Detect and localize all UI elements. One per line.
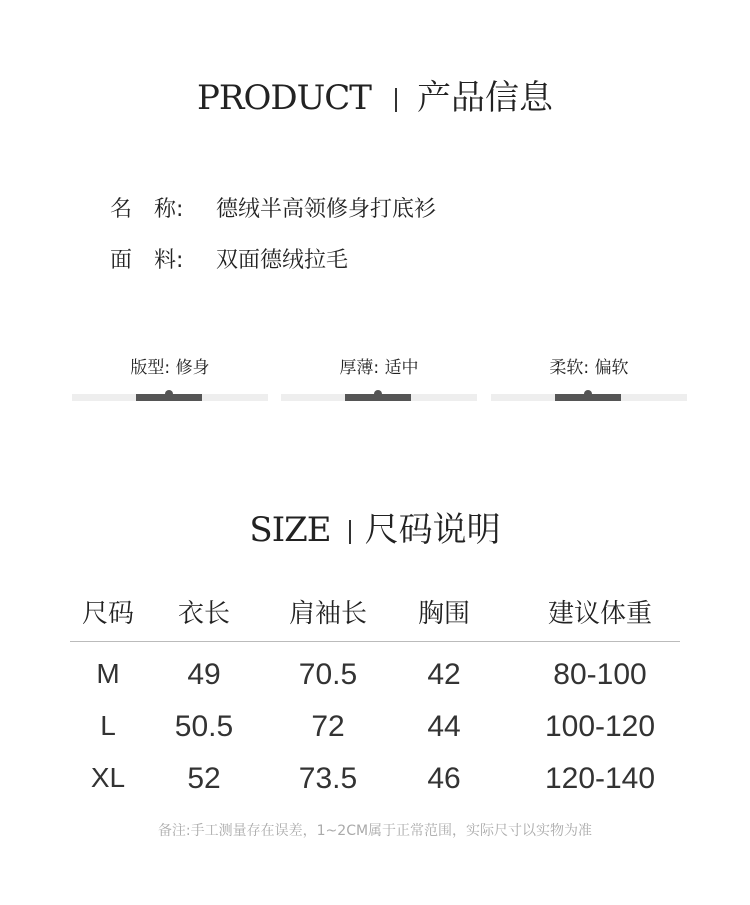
name-value: 德绒半高领修身打底衫 <box>216 197 437 222</box>
attribute-thickness-label: 厚薄: <box>339 358 380 378</box>
attribute-softness-value: 偏软 <box>594 358 629 378</box>
header-size: 尺码 <box>81 599 135 629</box>
attribute-fit-value: 修身 <box>175 358 210 378</box>
table-row <box>70 702 680 754</box>
table-cell: M <box>96 658 120 689</box>
info-row-name <box>110 192 436 223</box>
attribute-thickness-value: 适中 <box>384 358 419 378</box>
heading-divider <box>349 520 351 544</box>
name-label: 名 称: <box>110 197 184 222</box>
fabric-value: 双面德绒拉毛 <box>216 248 349 273</box>
table-cell: 100-120 <box>544 710 656 743</box>
attribute-fit <box>72 356 268 401</box>
attribute-softness-scale <box>491 394 687 401</box>
measurement-note: 备注:手工测量存在误差，1~2CM属于正常范围，实际尺寸以实物为准 <box>157 823 593 839</box>
attribute-thickness-scale <box>281 394 477 401</box>
attribute-fit-scale <box>72 394 268 401</box>
attribute-fit-indicator <box>136 394 202 401</box>
table-cell: 120-140 <box>544 762 656 795</box>
heading-divider <box>395 88 397 112</box>
table-row <box>70 754 680 806</box>
table-cell: 72 <box>311 710 345 743</box>
size-heading-en: SIZE <box>249 510 331 550</box>
product-heading-zh: 产品信息 <box>416 78 553 118</box>
table-cell: 44 <box>427 710 461 743</box>
table-cell: 46 <box>427 762 461 795</box>
table-cell: 42 <box>427 658 461 691</box>
attribute-fit-label: 版型: <box>130 358 171 378</box>
attribute-softness-text <box>491 356 687 380</box>
attribute-softness-marker <box>584 390 592 394</box>
attribute-thickness-indicator <box>345 394 411 401</box>
attribute-fit-text <box>72 356 268 380</box>
table-row <box>70 650 680 702</box>
attribute-softness <box>491 356 687 401</box>
header-chest: 胸围 <box>417 599 471 629</box>
header-length: 衣长 <box>177 599 231 629</box>
size-heading <box>0 502 750 551</box>
info-row-fabric <box>110 243 348 274</box>
table-cell: 50.5 <box>174 710 234 743</box>
table-cell: 52 <box>187 762 221 795</box>
product-heading-en: PRODUCT <box>197 78 371 118</box>
size-heading-zh: 尺码说明 <box>364 510 501 550</box>
fabric-label: 面 料: <box>110 248 184 273</box>
table-cell: L <box>100 710 116 741</box>
size-table <box>70 585 680 806</box>
size-table-header <box>70 585 680 642</box>
header-sleeve: 肩袖长 <box>288 599 368 629</box>
attribute-thickness-text <box>281 356 477 380</box>
table-cell: 70.5 <box>298 658 358 691</box>
attribute-softness-indicator <box>555 394 621 401</box>
attribute-thickness <box>281 356 477 401</box>
attribute-thickness-marker <box>374 390 382 394</box>
attribute-fit-marker <box>165 390 173 394</box>
header-weight: 建议体重 <box>547 599 653 629</box>
table-cell: 49 <box>187 658 221 691</box>
attribute-softness-label: 柔软: <box>549 358 590 378</box>
table-cell: XL <box>90 762 126 793</box>
table-cell: 73.5 <box>298 762 358 795</box>
product-heading <box>0 70 750 119</box>
table-cell: 80-100 <box>553 658 647 691</box>
